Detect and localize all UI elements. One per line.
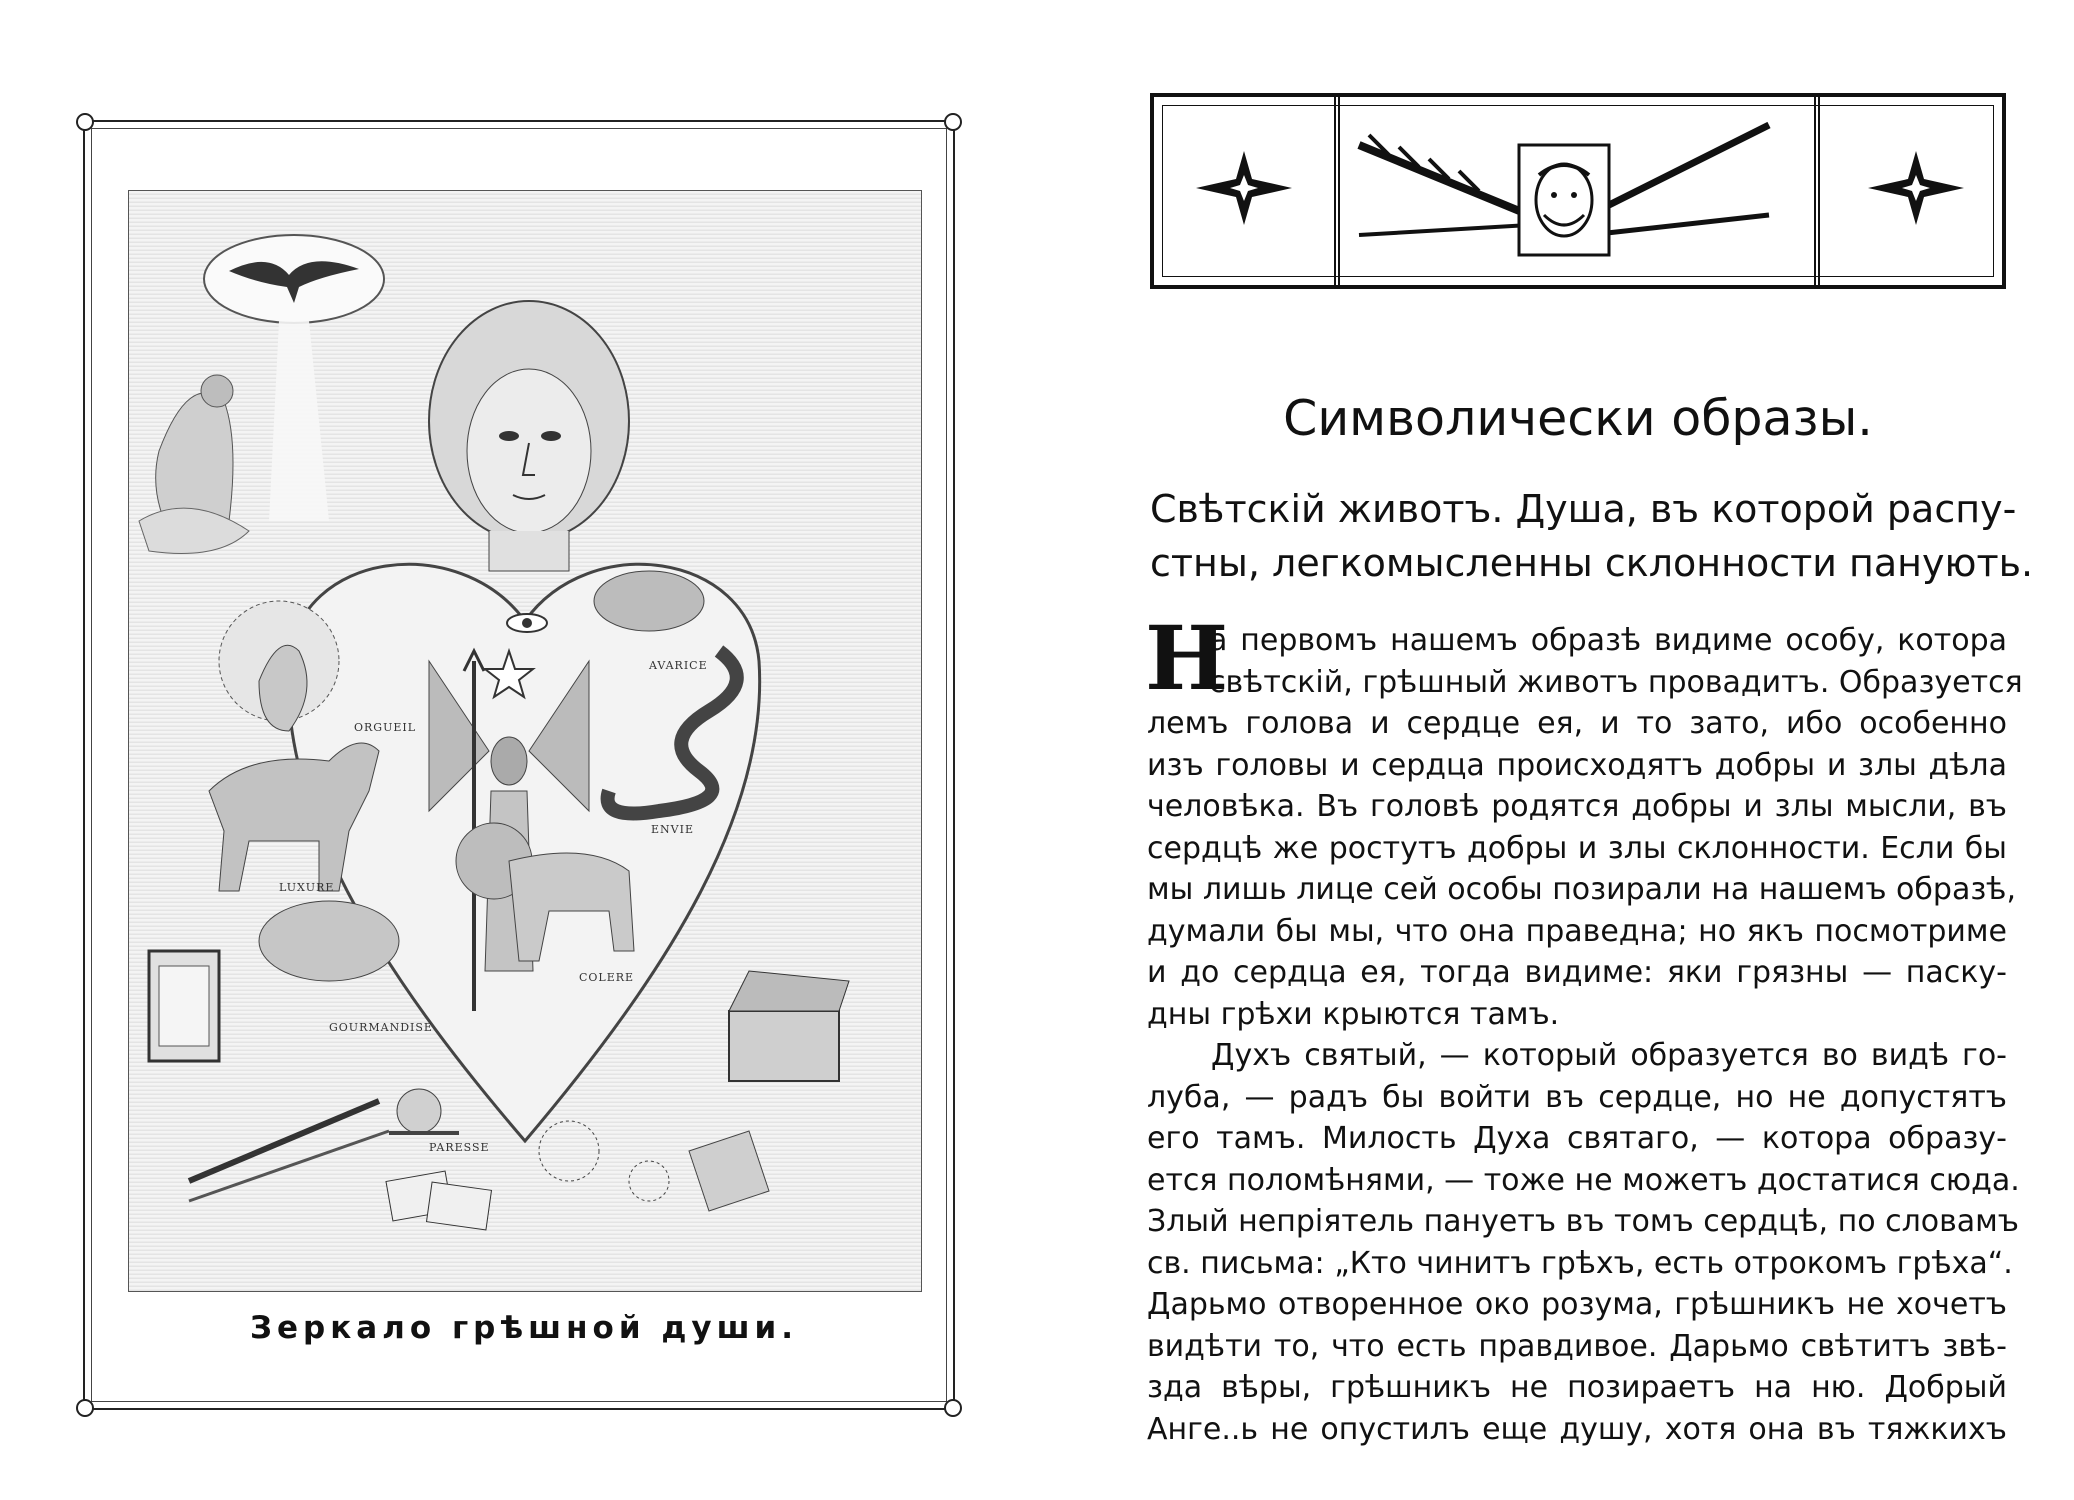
star-ornament-icon	[1192, 149, 1296, 227]
headpiece-banner	[1150, 93, 2006, 289]
body-text	[1147, 620, 2023, 1450]
body-line: и до сердца ея, тогда видиме: яки грязны — паску-	[1147, 955, 2007, 990]
body-line: луба, — радъ бы войти въ сердце, но не допустятъ	[1147, 1079, 2007, 1115]
engraving-mirror-of-sinful-soul	[128, 190, 922, 1292]
label-avarice: AVARICE	[649, 659, 708, 672]
body-line: думали бы мы, что она праведна; но якъ посмотриме	[1147, 913, 2007, 949]
body-line: изъ головы и сердца происходятъ добры и злы дѣла	[1147, 747, 2007, 783]
body-line: сердцѣ же ростутъ добры и злы склонности. Если бы	[1147, 830, 2007, 866]
violin-figure	[189, 1101, 389, 1201]
body-line: человѣка. Въ головѣ родятся добры и злы мысли, въ	[1147, 789, 2007, 824]
body-line: свѣтскій, грѣшный животъ провадитъ. Образуется	[1209, 664, 2023, 700]
label-envie: ENVIE	[651, 823, 694, 836]
section-subtitle	[1150, 482, 2034, 590]
passion-emblem-icon	[1329, 105, 1799, 265]
body-line: ется поломѣнями, — тоже не можетъ достатися сюда.	[1147, 1162, 2020, 1198]
body-line: а первомъ нашемъ образѣ видиме особу, котора	[1209, 623, 2007, 658]
playing-cards-figure	[386, 1171, 492, 1230]
body-line: Духъ святый, — который образуется во видѣ го-	[1211, 1038, 2007, 1073]
body-line: св. письма: „Кто чинитъ грѣхъ, есть отрокомъ грѣха“.	[1147, 1245, 2013, 1281]
treasure-chest-figure	[729, 971, 849, 1081]
banner-divider	[1814, 97, 1816, 285]
body-line: лемъ голова и сердце ея, и то зато, ибо особенно	[1147, 706, 2007, 741]
frame-corner-ornament	[76, 1399, 94, 1417]
engraving-illustration	[129, 191, 921, 1291]
frame-corner-ornament	[944, 1399, 962, 1417]
body-line: Анге..ь не опустилъ еще душу, хотя она въ тяжкихъ	[1147, 1411, 2007, 1447]
mirror-figure	[149, 951, 219, 1061]
woman-head	[429, 301, 629, 571]
banner-divider	[1818, 97, 1820, 285]
necklace-figure	[539, 1121, 669, 1201]
body-line: дны грѣхи крыются тамъ.	[1147, 996, 1560, 1032]
label-paresse: PARESSE	[429, 1141, 490, 1154]
angel-figure	[139, 375, 249, 554]
body-line: Дарьмо отворенное око розума, грѣшникъ не хочетъ	[1147, 1287, 2007, 1322]
eye-icon	[507, 614, 547, 632]
body-line: Злый непріятель пануетъ въ томъ сердцѣ, по словамъ	[1147, 1204, 2020, 1239]
plate-caption: Зеркало грѣшной души.	[249, 1310, 798, 1346]
label-colere: COLERE	[579, 971, 635, 984]
comb-figure	[689, 1131, 769, 1211]
subtitle-line: стны, легкомысленны склонности панують.	[1150, 541, 2034, 585]
body-line: зда вѣры, грѣшникъ не позираетъ на ню. Добрый	[1147, 1370, 2007, 1405]
label-orgueil: ORGUEIL	[354, 721, 417, 734]
snail-figure	[389, 1089, 459, 1133]
body-line: его тамъ. Милость Духа святаго, — котора образу-	[1147, 1121, 2007, 1156]
frame-corner-ornament	[944, 113, 962, 131]
star-ornament-icon	[1864, 149, 1968, 227]
section-title: Символически образы.	[1283, 390, 1873, 447]
drop-cap: Н	[1145, 606, 1229, 710]
frame-corner-ornament	[76, 113, 94, 131]
label-gourmandise: GOURMANDISE	[329, 1021, 433, 1034]
label-luxure: LUXURE	[279, 881, 335, 894]
body-line: мы лишь лице сей особы позирали на нашемъ образѣ,	[1147, 872, 2016, 907]
subtitle-line: Свѣтскій животъ. Душа, въ которой распу-	[1150, 487, 2017, 531]
toad-figure	[594, 571, 704, 631]
body-line: видѣти то, что есть правдивое. Дарьмо свѣтитъ звѣ-	[1147, 1328, 2007, 1364]
pig-figure	[259, 901, 399, 981]
